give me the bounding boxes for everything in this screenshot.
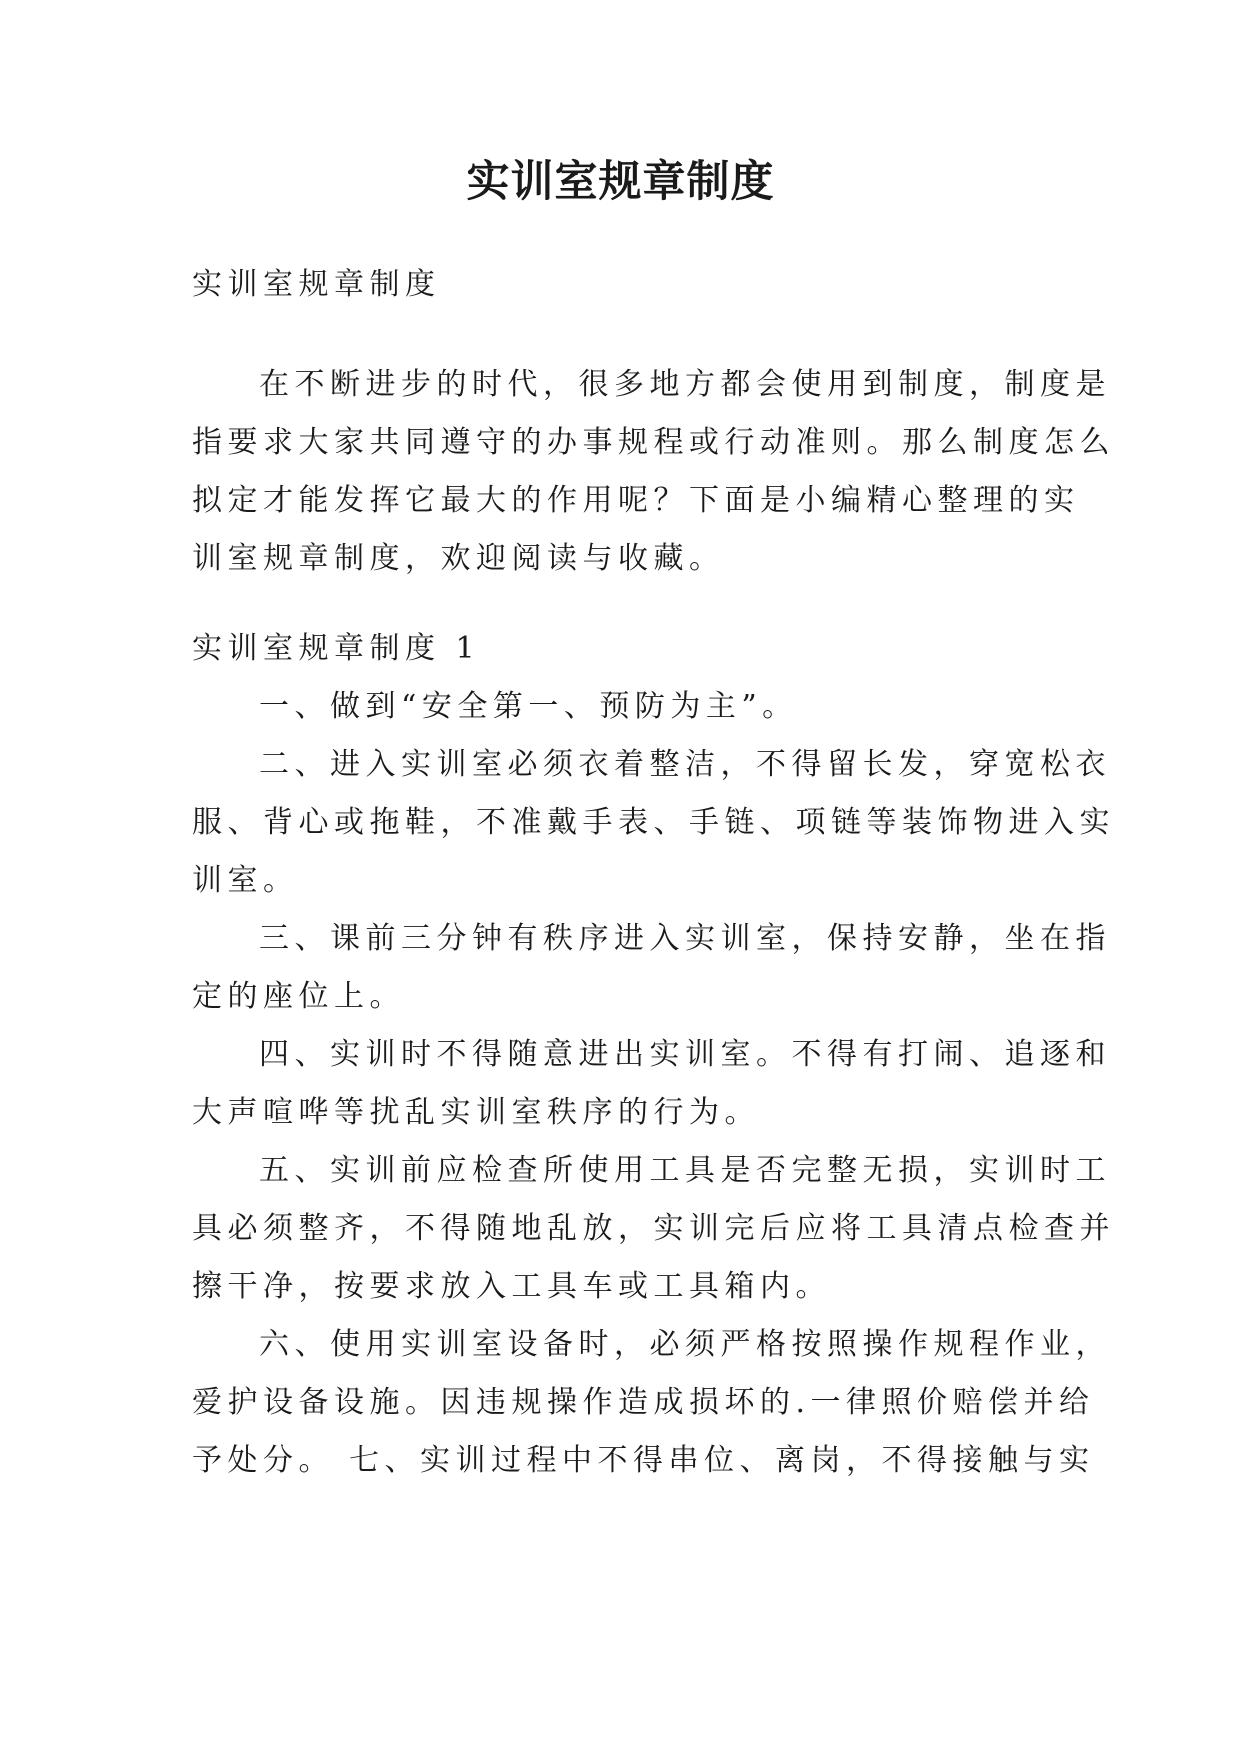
intro-paragraph (192, 356, 1115, 588)
rule-line: 六、使用实训室设备时，必须严格按照操作规程作业， (259, 1327, 1111, 1362)
rule-line: 予处分。 七、实训过程中不得串位、离岗，不得接触与实 (192, 1443, 1095, 1478)
document-subtitle (192, 256, 1052, 314)
rule-line: 四、实训时不得随意进出实训室。不得有打闹、追逐和 (259, 1037, 1111, 1072)
rule-line: 擦干净，按要求放入工具车或工具箱内。 (192, 1269, 831, 1304)
rule-line: 服、背心或拖鞋，不准戴手表、手链、项链等装饰物进入实 (192, 805, 1115, 840)
rules-section (192, 620, 1115, 1490)
rule-line: 定的座位上。 (192, 979, 405, 1014)
rule-line: 二、进入实训室必须衣着整洁，不得留长发，穿宽松衣 (259, 747, 1111, 782)
rule-line: 训室。 (192, 863, 299, 898)
rule-line: 爱护设备设施。因违规操作造成损坏的.一律照价赔偿并给 (192, 1385, 1095, 1420)
rule-line: 一、做到“安全第一、预防为主”。 (259, 689, 798, 724)
intro-line: 在不断进步的时代，很多地方都会使用到制度，制度是 (259, 367, 1111, 402)
section-heading: 实训室规章制度 1 (192, 631, 481, 666)
rule-line: 具必须整齐，不得随地乱放，实训完后应将工具清点检查并 (192, 1211, 1115, 1246)
intro-line: 拟定才能发挥它最大的作用呢？下面是小编精心整理的实 (192, 483, 1080, 518)
subtitle-line: 实训室规章制度 (192, 267, 441, 302)
intro-line: 训室规章制度，欢迎阅读与收藏。 (192, 541, 725, 576)
intro-line: 指要求大家共同遵守的办事规程或行动准则。那么制度怎么 (192, 425, 1115, 460)
document-title: 实训室规章制度 (466, 157, 775, 207)
rule-line: 五、实训前应检查所使用工具是否完整无损，实训时工 (259, 1153, 1111, 1188)
rule-line: 大声喧哗等扰乱实训室秩序的行为。 (192, 1095, 760, 1130)
rule-line: 三、课前三分钟有秩序进入实训室，保持安静，坐在指 (259, 921, 1111, 956)
